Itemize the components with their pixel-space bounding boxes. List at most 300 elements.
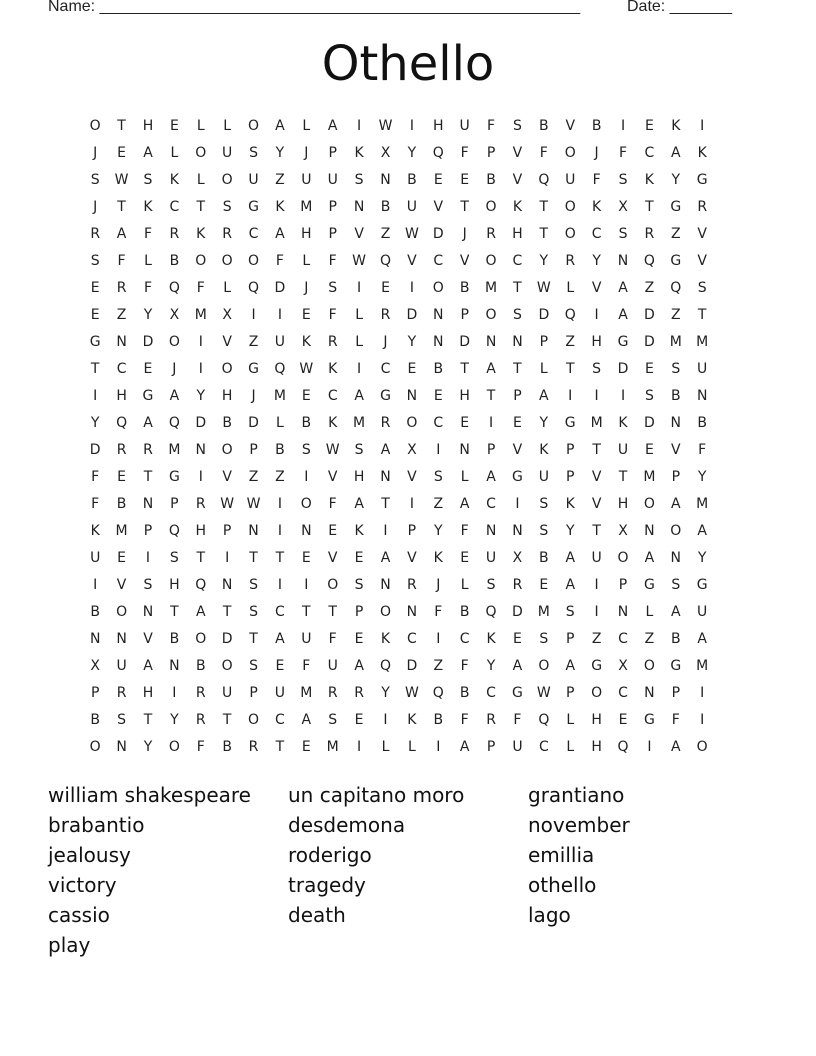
grid-letter: I [172, 685, 177, 701]
grid-letter: H [116, 388, 127, 404]
grid-letter: F [460, 658, 469, 674]
grid-letter: A [618, 280, 628, 296]
grid-letter: W [536, 280, 551, 296]
grid-letter: I [145, 550, 151, 566]
grid-letter: H [142, 685, 154, 701]
grid-letter: A [697, 631, 707, 647]
grid-letter: C [380, 361, 391, 377]
grid-letter: E [90, 280, 100, 296]
grid-letter: O [670, 523, 682, 539]
grid-letter: I [93, 388, 98, 404]
grid-letter: O [617, 550, 629, 566]
grid-letter: C [433, 253, 444, 269]
grid-letter: P [486, 145, 496, 161]
grid-letter: Z [433, 658, 444, 674]
grid-letter: O [406, 415, 418, 431]
grid-letter: O [168, 334, 180, 350]
grid-letter: U [274, 685, 286, 701]
grid-letter: N [670, 550, 682, 566]
grid-letter: I [436, 739, 441, 755]
grid-letter: R [90, 226, 101, 242]
grid-letter: E [381, 280, 390, 296]
grid-letter: F [460, 523, 469, 539]
grid-letter: N [89, 631, 101, 647]
grid-letter: W [404, 685, 419, 701]
word-list-item: william shakespeare [48, 783, 251, 807]
grid-letter: E [460, 172, 470, 188]
grid-letter: P [566, 442, 575, 458]
grid-letter: R [512, 577, 523, 593]
grid-letter: R [354, 685, 364, 701]
grid-letter: Q [643, 253, 655, 269]
grid-letter: A [459, 739, 470, 755]
grid-letter: N [248, 523, 259, 539]
word-list-item: tragedy [288, 873, 366, 897]
grid-letter: T [196, 199, 206, 215]
grid-letter: S [539, 496, 549, 512]
grid-letter: B [169, 631, 180, 647]
grid-letter: N [116, 631, 127, 647]
grid-letter: T [170, 604, 179, 620]
grid-letter: F [460, 145, 469, 161]
grid-letter: N [301, 523, 312, 539]
grid-letter: K [539, 442, 549, 458]
grid-letter: P [460, 307, 469, 323]
grid-letter: B [459, 685, 470, 701]
word-search-grid [82, 113, 742, 761]
grid-letter: U [222, 685, 233, 701]
grid-letter: A [116, 226, 127, 242]
grid-letter: O [221, 253, 233, 269]
grid-letter: R [248, 739, 259, 755]
grid-letter: O [327, 577, 339, 593]
grid-letter: P [671, 469, 681, 485]
grid-letter: F [196, 739, 205, 755]
grid-letter: I [277, 496, 282, 512]
grid-letter: Z [670, 307, 681, 323]
word-list-item: brabantio [48, 813, 145, 837]
grid-letter: U [512, 739, 523, 755]
grid-letter: F [460, 712, 469, 728]
grid-letter: I [409, 280, 414, 296]
grid-letter: B [90, 712, 100, 728]
grid-letter: G [512, 685, 523, 701]
grid-letter: L [223, 280, 232, 296]
grid-letter: X [618, 523, 628, 539]
grid-letter: I [383, 712, 388, 728]
grid-letter: W [378, 118, 393, 134]
grid-letter: X [512, 550, 523, 566]
grid-letter: Z [433, 496, 444, 512]
grid-letter: A [169, 388, 180, 404]
grid-letter: M [300, 685, 313, 701]
grid-letter: O [379, 604, 391, 620]
grid-letter: X [380, 145, 391, 161]
grid-row [82, 707, 742, 734]
grid-letter: K [671, 118, 681, 134]
grid-letter: F [143, 226, 152, 242]
grid-letter: A [380, 550, 391, 566]
grid-letter: T [381, 496, 390, 512]
grid-letter: C [433, 415, 444, 431]
grid-letter: E [513, 631, 522, 647]
word-list-item: desdemona [288, 813, 406, 837]
grid-letter: Q [248, 280, 260, 296]
grid-letter: Z [380, 226, 391, 242]
grid-letter: T [565, 361, 575, 377]
grid-letter: T [143, 712, 153, 728]
grid-letter: Y [433, 523, 443, 539]
grid-letter: Y [539, 415, 549, 431]
grid-letter: V [512, 442, 523, 458]
grid-letter: M [590, 415, 603, 431]
grid-letter: B [301, 415, 312, 431]
grid-letter: M [643, 469, 656, 485]
grid-letter: T [328, 604, 337, 620]
grid-letter: F [91, 469, 100, 485]
grid-letter: Y [671, 172, 681, 188]
grid-letter: Y [143, 307, 153, 323]
grid-letter: N [644, 523, 655, 539]
grid-letter: I [488, 415, 494, 431]
grid-letter: S [328, 712, 338, 728]
grid-letter: D [644, 415, 655, 431]
grid-row [82, 383, 742, 410]
grid-letter: Z [275, 172, 285, 188]
grid-letter: E [460, 415, 470, 431]
grid-letter: L [196, 118, 205, 134]
grid-letter: C [486, 496, 496, 512]
grid-letter: O [485, 253, 497, 269]
grid-letter: L [566, 712, 575, 728]
grid-letter: K [354, 145, 364, 161]
grid-letter: G [512, 469, 523, 485]
grid-letter: G [670, 199, 682, 215]
grid-letter: T [513, 280, 522, 296]
grid-letter: F [618, 145, 628, 161]
grid-letter: E [143, 361, 153, 377]
grid-letter: O [116, 604, 128, 620]
grid-row [82, 572, 742, 599]
grid-letter: I [409, 496, 414, 512]
grid-letter: U [116, 658, 127, 674]
grid-letter: I [409, 118, 414, 134]
grid-letter: D [617, 361, 629, 377]
grid-letter: O [564, 226, 576, 242]
grid-letter: M [696, 496, 709, 512]
grid-letter: I [357, 280, 362, 296]
grid-letter: S [249, 604, 258, 620]
grid-letter: I [568, 388, 573, 404]
grid-letter: D [538, 307, 550, 323]
grid-letter: N [169, 658, 180, 674]
grid-letter: M [326, 739, 339, 755]
grid-letter: C [591, 226, 602, 242]
grid-letter: O [485, 307, 497, 323]
grid-letter: L [302, 118, 311, 134]
grid-letter: S [143, 577, 153, 593]
grid-letter: E [301, 739, 311, 755]
grid-letter: C [618, 631, 628, 647]
grid-letter: J [93, 145, 98, 161]
grid-letter: E [407, 361, 417, 377]
grid-letter: X [618, 199, 628, 215]
grid-letter: K [328, 415, 338, 431]
grid-letter: C [459, 631, 470, 647]
grid-letter: A [565, 577, 576, 593]
grid-letter: N [644, 685, 655, 701]
grid-letter: K [196, 226, 206, 242]
grid-letter: V [433, 199, 444, 215]
grid-letter: K [512, 199, 523, 215]
grid-letter: I [304, 577, 309, 593]
grid-letter: R [380, 307, 391, 323]
grid-letter: K [90, 523, 100, 539]
grid-letter: S [354, 442, 364, 458]
grid-letter: R [327, 685, 338, 701]
grid-letter: R [116, 442, 127, 458]
grid-letter: G [696, 172, 708, 188]
grid-letter: I [251, 307, 256, 323]
grid-row [82, 248, 742, 275]
grid-letter: G [670, 658, 682, 674]
grid-letter: A [644, 550, 655, 566]
grid-letter: Q [168, 415, 180, 431]
grid-letter: P [328, 226, 337, 242]
grid-letter: N [459, 442, 470, 458]
grid-letter: K [644, 172, 654, 188]
grid-letter: G [591, 658, 603, 674]
grid-letter: L [144, 253, 152, 269]
grid-letter: S [354, 577, 364, 593]
grid-letter: E [644, 118, 654, 134]
grid-letter: U [301, 172, 312, 188]
grid-letter: B [90, 604, 100, 620]
grid-letter: Q [116, 415, 128, 431]
grid-letter: B [433, 361, 444, 377]
grid-letter: X [90, 658, 100, 674]
grid-letter: S [513, 307, 522, 323]
grid-letter: E [460, 550, 470, 566]
grid-letter: J [436, 577, 441, 593]
grid-letter: V [327, 469, 338, 485]
grid-letter: P [249, 685, 258, 701]
grid-letter: A [143, 658, 153, 674]
grid-letter: I [700, 685, 705, 701]
grid-letter: S [671, 361, 681, 377]
grid-letter: O [248, 712, 260, 728]
grid-row [82, 599, 742, 626]
grid-letter: Z [248, 469, 259, 485]
grid-letter: K [592, 199, 602, 215]
grid-letter: P [566, 631, 575, 647]
grid-row [82, 113, 742, 140]
grid-letter: V [116, 577, 127, 593]
grid-letter: N [670, 415, 682, 431]
grid-letter: A [354, 496, 364, 512]
grid-letter: O [248, 253, 260, 269]
grid-letter: K [697, 145, 707, 161]
grid-letter: S [328, 280, 338, 296]
grid-letter: Y [407, 145, 417, 161]
grid-letter: T [618, 469, 628, 485]
grid-letter: V [565, 118, 576, 134]
grid-letter: A [380, 442, 391, 458]
grid-letter: V [591, 496, 602, 512]
grid-letter: P [671, 685, 681, 701]
grid-letter: G [696, 577, 708, 593]
grid-letter: X [618, 658, 628, 674]
grid-letter: U [327, 658, 338, 674]
grid-letter: T [460, 361, 469, 377]
grid-letter: Y [196, 388, 206, 404]
grid-letter: Q [485, 604, 497, 620]
grid-letter: B [407, 172, 417, 188]
grid-letter: M [485, 280, 498, 296]
grid-letter: J [383, 334, 388, 350]
grid-letter: M [669, 334, 682, 350]
word-list-item: play [48, 933, 91, 957]
grid-letter: T [592, 523, 601, 539]
grid-letter: K [618, 415, 628, 431]
grid-letter: G [643, 577, 655, 593]
grid-letter: E [117, 469, 127, 485]
grid-letter: A [671, 604, 681, 620]
grid-letter: U [617, 442, 629, 458]
grid-letter: U [538, 469, 549, 485]
grid-letter: Q [379, 253, 391, 269]
grid-letter: R [644, 226, 655, 242]
grid-letter: B [222, 415, 232, 431]
grid-letter: E [433, 388, 443, 404]
grid-letter: N [485, 523, 497, 539]
grid-row [82, 626, 742, 653]
grid-letter: V [222, 469, 232, 485]
grid-letter: F [328, 631, 337, 647]
grid-letter: I [277, 307, 282, 323]
grid-letter: E [90, 307, 100, 323]
grid-letter: F [328, 496, 337, 512]
grid-letter: D [406, 658, 418, 674]
grid-letter: P [486, 739, 496, 755]
grid-letter: I [93, 577, 98, 593]
grid-letter: U [459, 118, 470, 134]
grid-letter: O [195, 145, 207, 161]
grid-row [82, 356, 742, 383]
grid-letter: I [383, 523, 388, 539]
grid-letter: P [513, 388, 522, 404]
grid-letter: V [354, 226, 364, 242]
grid-letter: A [671, 496, 681, 512]
grid-letter: Z [591, 631, 602, 647]
grid-letter: L [355, 307, 363, 323]
grid-letter: B [222, 739, 232, 755]
grid-letter: E [275, 658, 285, 674]
grid-letter: D [432, 226, 444, 242]
grid-letter: I [436, 631, 441, 647]
grid-letter: C [486, 685, 496, 701]
grid-letter: T [275, 550, 285, 566]
grid-letter: F [328, 253, 337, 269]
grid-letter: B [169, 253, 180, 269]
grid-letter: L [645, 604, 654, 620]
grid-letter: F [117, 253, 126, 269]
grid-letter: N [617, 253, 629, 269]
grid-letter: J [172, 361, 177, 377]
grid-letter: O [432, 280, 444, 296]
grid-letter: V [512, 145, 523, 161]
grid-letter: L [460, 577, 469, 593]
grid-letter: H [512, 226, 523, 242]
grid-letter: G [248, 199, 259, 215]
grid-letter: D [406, 307, 418, 323]
grid-letter: F [143, 280, 152, 296]
grid-row [82, 464, 742, 491]
grid-letter: R [195, 496, 206, 512]
grid-letter: N [617, 604, 629, 620]
grid-letter: B [539, 550, 549, 566]
grid-letter: R [697, 199, 708, 215]
grid-letter: Q [432, 685, 444, 701]
grid-letter: Y [170, 712, 179, 728]
grid-letter: K [301, 334, 311, 350]
grid-letter: Y [407, 334, 417, 350]
word-list-item: cassio [48, 903, 110, 927]
grid-letter: W [299, 361, 314, 377]
grid-letter: C [169, 199, 180, 215]
grid-letter: Y [697, 469, 707, 485]
grid-letter: E [354, 631, 364, 647]
grid-letter: R [222, 226, 233, 242]
grid-letter: P [170, 496, 179, 512]
grid-letter: E [354, 712, 364, 728]
grid-letter: U [248, 172, 259, 188]
grid-letter: Q [432, 145, 444, 161]
grid-letter: D [248, 415, 259, 431]
grid-row [82, 167, 742, 194]
grid-letter: T [143, 469, 153, 485]
grid-letter: H [221, 388, 233, 404]
grid-letter: K [275, 199, 285, 215]
grid-letter: F [434, 604, 443, 620]
grid-letter: J [251, 388, 256, 404]
grid-letter: C [248, 226, 259, 242]
grid-letter: P [566, 469, 575, 485]
grid-letter: P [486, 442, 496, 458]
grid-letter: Z [275, 469, 285, 485]
grid-letter: C [406, 631, 417, 647]
grid-letter: P [566, 685, 575, 701]
grid-letter: R [195, 685, 206, 701]
grid-letter: O [564, 145, 576, 161]
grid-letter: I [700, 712, 705, 728]
grid-letter: T [222, 604, 232, 620]
grid-letter: L [460, 469, 469, 485]
grid-letter: W [114, 172, 129, 188]
grid-letter: J [304, 280, 309, 296]
grid-letter: T [222, 712, 232, 728]
grid-letter: B [591, 118, 602, 134]
grid-letter: P [328, 145, 337, 161]
grid-letter: S [169, 550, 179, 566]
grid-letter: A [275, 118, 285, 134]
grid-letter: S [90, 172, 100, 188]
grid-letter: R [486, 226, 496, 242]
grid-letter: F [671, 712, 680, 728]
grid-letter: S [539, 631, 549, 647]
grid-letter: N [380, 469, 391, 485]
grid-letter: W [325, 442, 340, 458]
